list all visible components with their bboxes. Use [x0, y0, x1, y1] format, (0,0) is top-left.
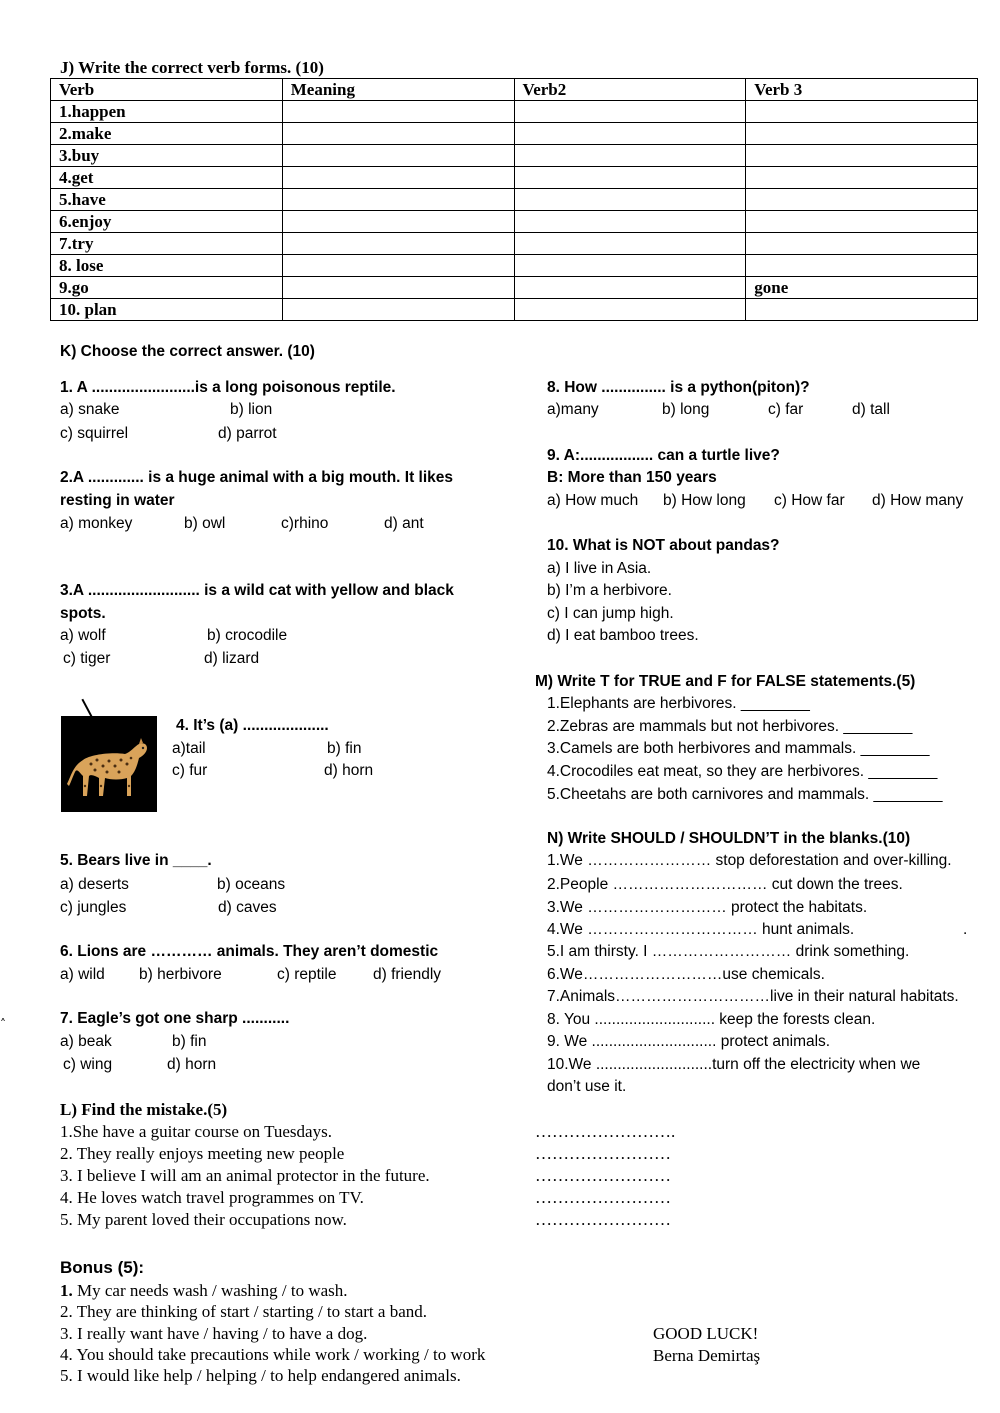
header-verb: Verb — [51, 79, 283, 101]
tf-statement[interactable]: 5.Cheetahs are both carnivores and mammals. ________ — [547, 786, 943, 803]
verb-cell: 1.happen — [51, 101, 283, 123]
table-row — [51, 167, 978, 189]
q2-option-d[interactable]: d) ant — [384, 515, 424, 532]
should-item[interactable]: 5.I am thirsty. I ……………………… drink something. — [547, 943, 910, 960]
bonus-item[interactable] — [60, 1281, 348, 1301]
q4-option-b[interactable]: b) fin — [327, 740, 362, 757]
verb3-cell[interactable] — [746, 299, 978, 321]
meaning-cell[interactable] — [282, 167, 514, 189]
q5-option-b[interactable]: b) oceans — [217, 876, 286, 893]
verb-cell: 6.enjoy — [51, 211, 283, 233]
mistake-answer-blank[interactable]: …………………… — [535, 1210, 671, 1229]
mistake-sentence: 3. I believe I will am an animal protector in the future. — [60, 1166, 430, 1185]
question-1-stem: 1. A ........................is a long poisonous reptile. — [60, 379, 396, 396]
meaning-cell[interactable] — [282, 145, 514, 167]
q7-option-b[interactable]: b) fin — [172, 1033, 207, 1050]
meaning-cell[interactable] — [282, 233, 514, 255]
bonus-item-number: 1. — [60, 1281, 73, 1300]
table-row — [51, 189, 978, 211]
q7-option-a[interactable]: a) beak — [60, 1033, 112, 1050]
should-item-cont: don’t use it. — [547, 1078, 627, 1095]
q8-option-a[interactable]: a)many — [547, 401, 599, 418]
q6-option-a[interactable]: a) wild — [60, 966, 105, 983]
bonus-item[interactable]: 4. You should take precautions while work / working / to work — [60, 1345, 486, 1364]
verb-cell: 7.try — [51, 233, 283, 255]
verb2-cell[interactable] — [514, 167, 746, 189]
header-verb2: Verb2 — [514, 79, 746, 101]
tf-statement[interactable]: 2.Zebras are mammals but not herbivores. ________ — [547, 718, 913, 735]
q10-option-b[interactable]: b) I’m a herbivore. — [547, 582, 672, 599]
question-8-stem: 8. How ............... is a python(piton)? — [547, 379, 810, 396]
should-item[interactable]: 7.Animals…………………………live in their natural habitats. — [547, 988, 959, 1005]
question-4-stem: 4. It’s (a) .................... — [176, 717, 329, 734]
q9-option-d[interactable]: d) How many — [872, 492, 964, 509]
should-item[interactable]: 8. You ............................ keep the forests clean. — [547, 1011, 876, 1028]
q8-option-d[interactable]: d) tall — [852, 401, 890, 418]
verb3-cell[interactable] — [746, 211, 978, 233]
table-row — [51, 277, 978, 299]
meaning-cell[interactable] — [282, 101, 514, 123]
stray-dot: . — [963, 921, 968, 938]
verb-cell: 10. plan — [51, 299, 283, 321]
q4-option-a[interactable]: a)tail — [172, 740, 206, 757]
author-name: Berna Demirtaş — [653, 1346, 761, 1365]
q9-option-b[interactable]: b) How long — [663, 492, 746, 509]
cheetah-image — [61, 716, 157, 812]
question-6-stem: 6. Lions are ………… animals. They aren’t domestic — [60, 943, 439, 960]
q1-option-a[interactable]: a) snake — [60, 401, 120, 418]
q5-option-d[interactable]: d) caves — [218, 899, 277, 916]
table-row — [51, 123, 978, 145]
mistake-sentence: 1.She have a guitar course on Tuesdays. — [60, 1122, 332, 1141]
bonus-title: Bonus (5): — [60, 1258, 145, 1277]
table-header-row — [51, 79, 978, 101]
q9-option-a[interactable]: a) How much — [547, 492, 639, 509]
mistake-answer-blank[interactable]: …………………… — [535, 1188, 671, 1207]
question-9-stem: 9. A:................. can a turtle live? — [547, 447, 780, 464]
q2-option-a[interactable]: a) monkey — [60, 515, 133, 532]
should-item[interactable]: 6.We………………………use chemicals. — [547, 966, 825, 983]
verb-cell: 5.have — [51, 189, 283, 211]
bonus-item-text: My car needs wash / washing / to wash. — [72, 1281, 348, 1300]
mistake-answer-blank[interactable]: …………………… — [535, 1166, 671, 1185]
meaning-cell[interactable] — [282, 255, 514, 277]
verb3-cell[interactable] — [746, 167, 978, 189]
table-row — [51, 255, 978, 277]
q8-option-b[interactable]: b) long — [662, 401, 710, 418]
section-j-title: J) Write the correct verb forms. (10) — [60, 58, 324, 77]
section-l-title: L) Find the mistake.(5) — [60, 1100, 228, 1119]
q2-option-c[interactable]: c)rhino — [281, 515, 329, 532]
section-n-title: N) Write SHOULD / SHOULDN’T in the blanks.(10) — [547, 830, 911, 847]
verb3-cell[interactable] — [746, 189, 978, 211]
section-m-title: M) Write T for TRUE and F for FALSE statements.(5) — [535, 673, 916, 690]
question-5-stem: 5. Bears live in ____. — [60, 852, 212, 869]
question-10-stem: 10. What is NOT about pandas? — [547, 537, 780, 554]
q10-option-d[interactable]: d) I eat bamboo trees. — [547, 627, 699, 644]
should-item[interactable]: 4.We …………………………… hunt animals. — [547, 921, 855, 938]
good-luck-text: GOOD LUCK! — [653, 1324, 759, 1343]
mistake-sentence: 4. He loves watch travel programmes on TV. — [60, 1188, 364, 1207]
q5-option-c[interactable]: c) jungles — [60, 899, 127, 916]
verb3-cell[interactable] — [746, 233, 978, 255]
header-verb3: Verb 3 — [746, 79, 978, 101]
verb3-cell[interactable] — [746, 255, 978, 277]
meaning-cell[interactable] — [282, 211, 514, 233]
mistake-answer-blank[interactable]: …………………… — [535, 1144, 671, 1163]
verb2-cell[interactable] — [514, 145, 746, 167]
tf-statement[interactable]: 3.Camels are both herbivores and mammals. ________ — [547, 740, 930, 757]
should-item[interactable]: 3.We ……………………… protect the habitats. — [547, 899, 868, 916]
verb3-cell[interactable] — [746, 123, 978, 145]
verb3-cell[interactable] — [746, 145, 978, 167]
should-item[interactable]: 10.We ...........................turn off the electricity when we — [547, 1056, 921, 1073]
mistake-answer-blank[interactable]: ……………………. — [535, 1122, 676, 1141]
verb-cell: 3.buy — [51, 145, 283, 167]
q8-option-c[interactable]: c) far — [768, 401, 804, 418]
should-item[interactable]: 9. We ............................. protect animals. — [547, 1033, 831, 1050]
bonus-item[interactable]: 5. I would like help / helping / to help endangered animals. — [60, 1366, 461, 1385]
q3-option-c[interactable]: c) tiger — [63, 650, 111, 667]
question-3-stem: 3.A .......................... is a wild cat with yellow and black — [60, 582, 454, 599]
table-row — [51, 101, 978, 123]
table-row — [51, 145, 978, 167]
verb-cell: 2.make — [51, 123, 283, 145]
q10-option-c[interactable]: c) I can jump high. — [547, 605, 674, 622]
header-meaning: Meaning — [282, 79, 514, 101]
meaning-cell[interactable] — [282, 277, 514, 299]
q3-option-a[interactable]: a) wolf — [60, 627, 106, 644]
verb2-cell[interactable] — [514, 101, 746, 123]
q6-option-c[interactable]: c) reptile — [277, 966, 337, 983]
verb3-cell[interactable] — [746, 101, 978, 123]
tf-statement[interactable]: 1.Elephants are herbivores. ________ — [547, 695, 810, 712]
q1-option-d[interactable]: d) parrot — [218, 425, 277, 442]
mistake-sentence: 2. They really enjoys meeting new people — [60, 1144, 345, 1163]
mistake-sentence: 5. My parent loved their occupations now. — [60, 1210, 347, 1229]
should-item[interactable]: 2.People ………………………… cut down the trees. — [547, 876, 903, 893]
verb2-cell[interactable] — [514, 277, 746, 299]
tf-statement[interactable]: 4.Crocodiles eat meat, so they are herbivores. ________ — [547, 763, 938, 780]
verb-forms-table — [50, 78, 978, 321]
verb2-cell[interactable] — [514, 189, 746, 211]
q5-option-a[interactable]: a) deserts — [60, 876, 129, 893]
q3-option-b[interactable]: b) crocodile — [207, 627, 288, 644]
question-9-answer: B: More than 150 years — [547, 469, 717, 486]
q6-option-b[interactable]: b) herbivore — [139, 966, 222, 983]
table-row — [51, 233, 978, 255]
verb2-cell[interactable] — [514, 233, 746, 255]
q10-option-a[interactable]: a) I live in Asia. — [547, 560, 652, 577]
verb2-cell[interactable] — [514, 255, 746, 277]
q7-option-c[interactable]: c) wing — [63, 1056, 113, 1073]
question-7-stem: 7. Eagle’s got one sharp ........... — [60, 1010, 290, 1027]
q7-option-d[interactable]: d) horn — [167, 1056, 217, 1073]
stray-mark: ˄ — [0, 1017, 6, 1031]
question-3-stem-cont: spots. — [60, 605, 106, 622]
section-k-title: K) Choose the correct answer. (10) — [60, 343, 315, 360]
q6-option-d[interactable]: d) friendly — [373, 966, 442, 983]
table-row — [51, 211, 978, 233]
meaning-cell[interactable] — [282, 123, 514, 145]
verb2-cell[interactable] — [514, 123, 746, 145]
q4-option-d[interactable]: d) horn — [324, 762, 374, 779]
question-2-stem: 2.A ............. is a huge animal with a big mouth. It likes — [60, 469, 454, 486]
pointer-mark — [81, 699, 92, 718]
q1-option-b[interactable]: b) lion — [230, 401, 273, 418]
meaning-cell[interactable] — [282, 189, 514, 211]
should-item[interactable]: 1.We …………………… stop deforestation and over-killing. — [547, 852, 952, 869]
verb2-cell[interactable] — [514, 211, 746, 233]
verb-cell: 8. lose — [51, 255, 283, 277]
q9-option-c[interactable]: c) How far — [774, 492, 845, 509]
verb-cell: 4.get — [51, 167, 283, 189]
q1-option-c[interactable]: c) squirrel — [60, 425, 129, 442]
verb-cell: 9.go — [51, 277, 283, 299]
meaning-cell[interactable] — [282, 299, 514, 321]
q3-option-d[interactable]: d) lizard — [204, 650, 260, 667]
verb3-cell[interactable]: gone — [746, 277, 978, 299]
verb2-cell[interactable] — [514, 299, 746, 321]
table-row — [51, 299, 978, 321]
q4-option-c[interactable]: c) fur — [172, 762, 208, 779]
question-2-stem-cont: resting in water — [60, 492, 175, 509]
bonus-item[interactable]: 2. They are thinking of start / starting / to start a band. — [60, 1302, 427, 1321]
bonus-item[interactable]: 3. I really want have / having / to have a dog. — [60, 1324, 368, 1343]
q2-option-b[interactable]: b) owl — [184, 515, 226, 532]
